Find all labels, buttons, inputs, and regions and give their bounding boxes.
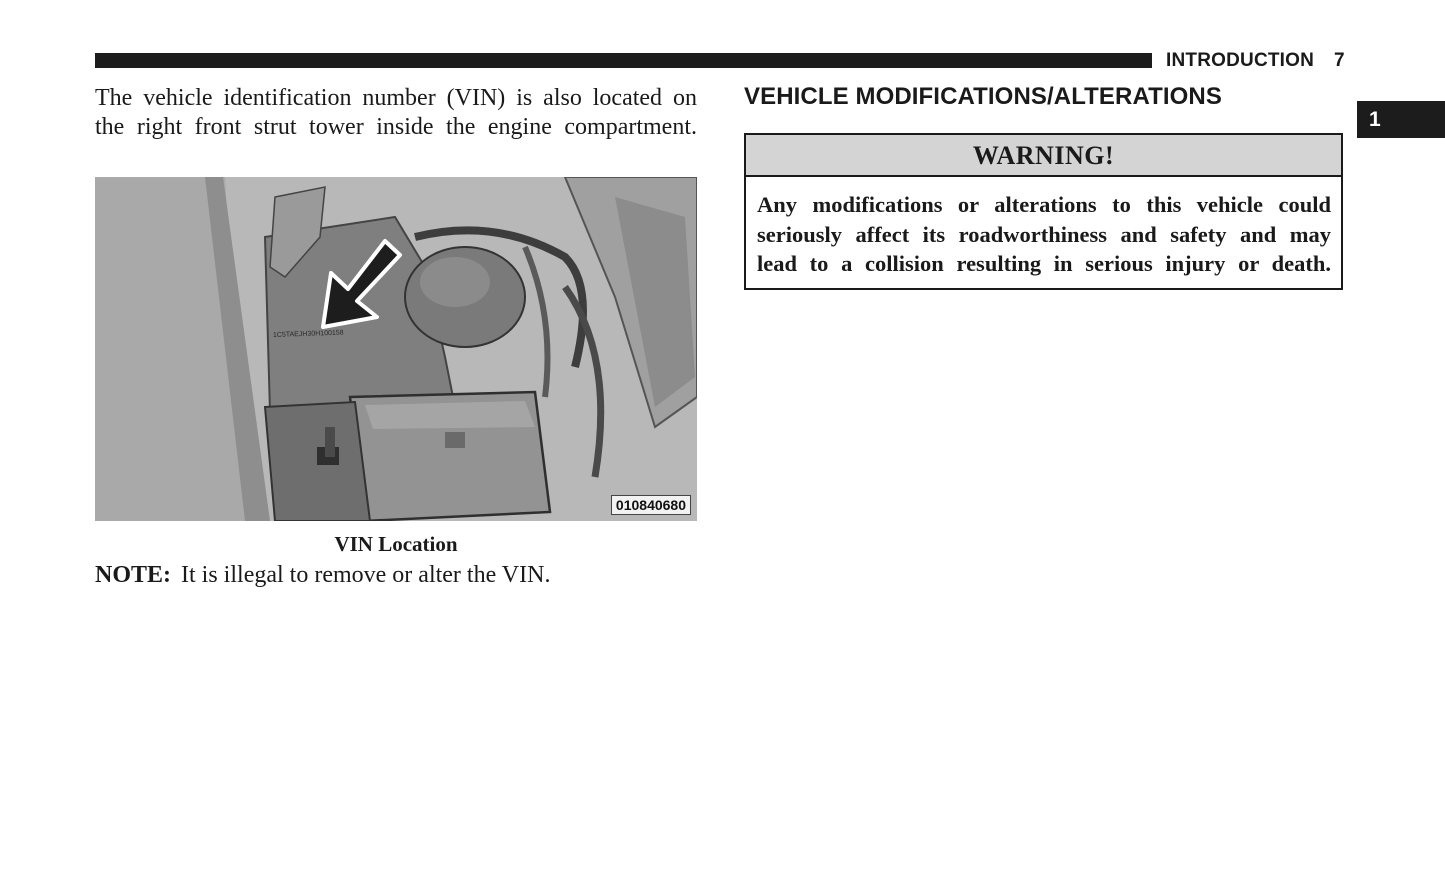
note-text: It is illegal to remove or alter the VIN. [181, 562, 551, 588]
paragraph-line: The vehicle identification number (VIN) is also located on [95, 85, 697, 111]
paragraph-line: the right front strut tower inside the engine compartment. [95, 114, 697, 140]
section-title: INTRODUCTION [1166, 50, 1315, 71]
section-heading: VEHICLE MODIFICATIONS/ALTERATIONS [744, 83, 1222, 110]
header-rule [95, 53, 1152, 68]
warning-line: seriously affect its roadworthiness and safety and may [757, 221, 1331, 247]
chapter-tab[interactable]: 1 [1357, 101, 1445, 138]
figure-id: 010840680 [611, 495, 691, 515]
warning-line: lead to a collision resulting in serious injury or death. [757, 251, 1331, 276]
warning-body [746, 177, 1341, 279]
warning-line: Any modifications or alterations to this vehicle could [757, 192, 1331, 217]
warning-box [744, 133, 1343, 290]
note [95, 562, 550, 589]
page-number: 7 [1334, 50, 1345, 71]
figure-caption: VIN Location [334, 532, 458, 556]
warning-title: WARNING! [746, 135, 1341, 177]
vin-location-illustration [95, 177, 697, 521]
note-label: NOTE: [95, 562, 172, 588]
vin-location-paragraph [95, 84, 697, 142]
stamped-vin-text: 1C5TAEJH30H100158 [272, 329, 344, 339]
engine-compartment-drawing [95, 177, 697, 521]
